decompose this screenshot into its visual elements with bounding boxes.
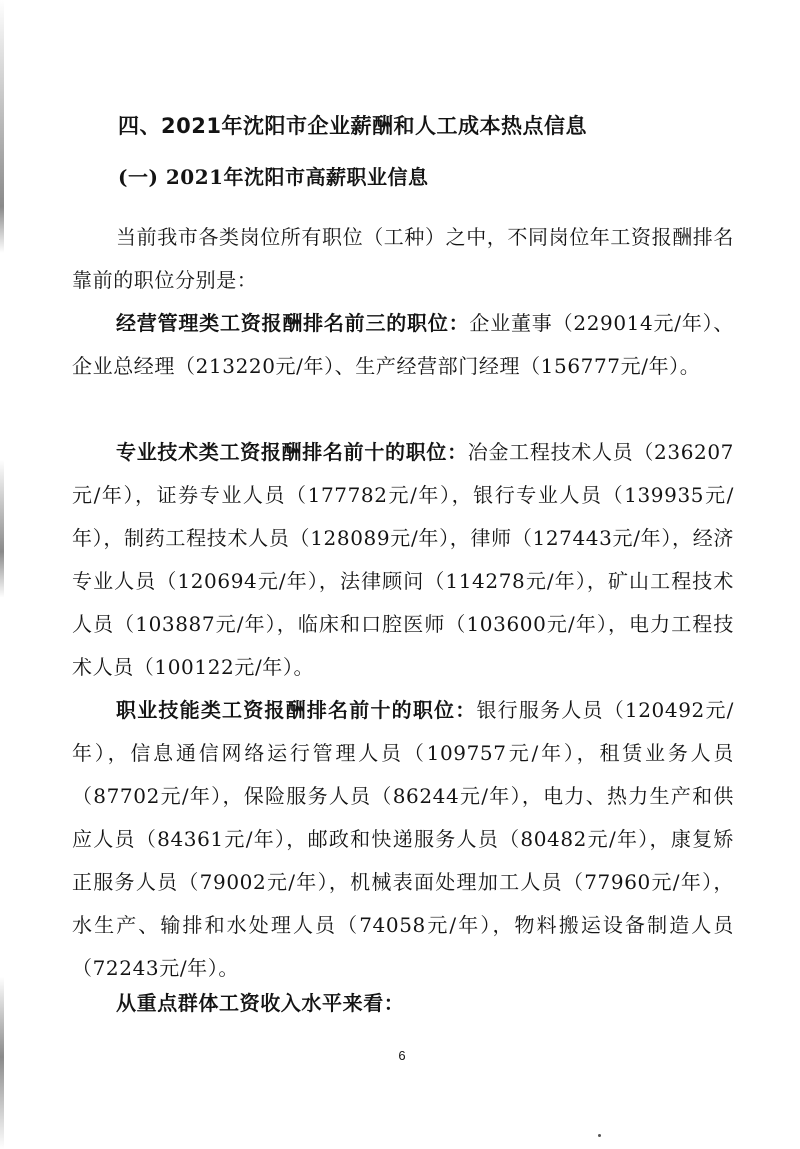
skills-text: 银行服务人员（120492元/年），信息通信网络运行管理人员（109757元/年），租赁业务人员（87702元/年），保险服务人员（86244元/年），电力、热力生产和供应人员（84361元/年），邮政和快递服务人员（80482元/年），康复矫正服务人员（79002元/年），机械表面处理加工人员（77960元/年），水生产、输排和水处理人员（74058元/年），物料搬运设备制造人员（72243元/年）。: [72, 698, 734, 980]
professional-text: 冶金工程技术人员（236207元/年），证券专业人员（177782元/年），银行专业人员（139935元/年），制药工程技术人员（128089元/年），律师（127443元/年），经济专业人员（120694元/年），法律顾问（114278元/年），矿山工程技术人员（103887元/年），临床和口腔医师（103600元/年），电力工程技术人员（100122元/年）。: [72, 440, 734, 679]
group-income-lead: 从重点群体工资收入水平来看：: [116, 991, 405, 1015]
skills-paragraph: [72, 689, 734, 990]
page-number: 6: [398, 1048, 406, 1063]
intro-paragraph: 当前我市各类岗位所有职位（工种）之中，不同岗位年工资报酬排名靠前的职位分别是：: [72, 225, 734, 292]
skills-lead: 职业技能类工资报酬排名前十的职位：: [116, 698, 477, 722]
professional-lead: 专业技术类工资报酬排名前十的职位：: [116, 440, 468, 464]
professional-paragraph: [72, 431, 734, 689]
management-text: 企业董事（229014元/年）、企业总经理（213220元/年）、生产经营部门经理（156777元/年）。: [72, 311, 735, 378]
management-lead: 经营管理类工资报酬排名前三的职位：: [116, 311, 470, 335]
scan-edge-shadow: [0, 0, 4, 1149]
scan-speck: [598, 1134, 601, 1137]
subsection-title: (一) 2021年沈阳市高薪职业信息: [118, 165, 429, 189]
group-income-paragraph: [72, 982, 734, 1025]
management-paragraph: [72, 302, 734, 388]
section-title: 四、2021年沈阳市企业薪酬和人工成本热点信息: [118, 114, 587, 138]
